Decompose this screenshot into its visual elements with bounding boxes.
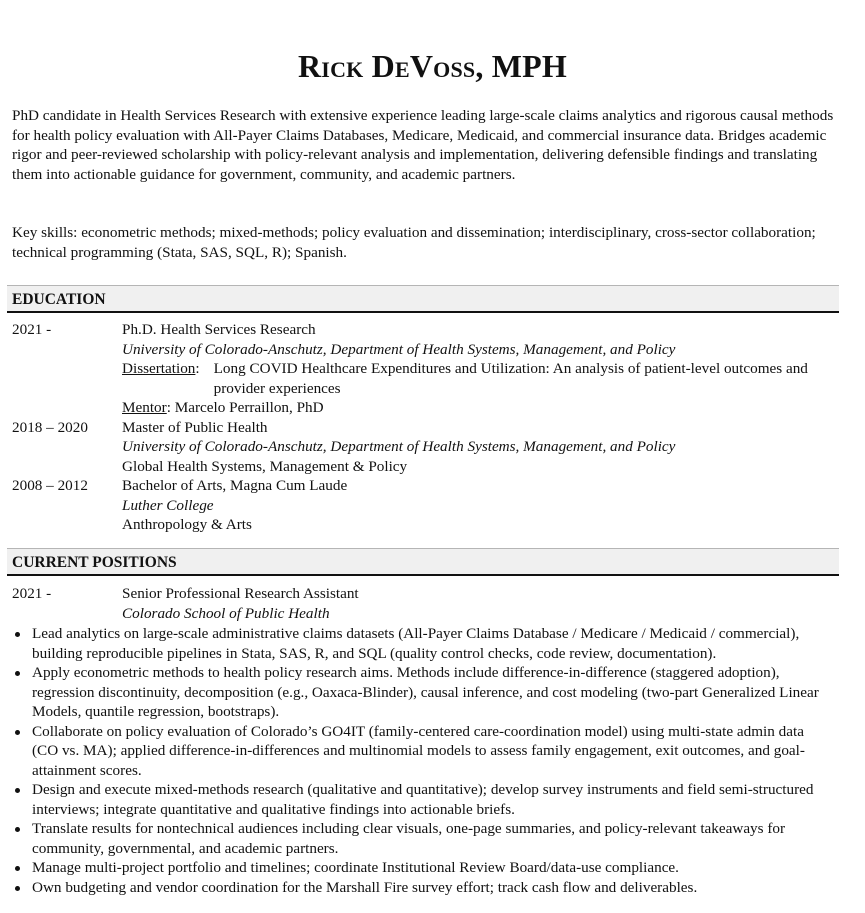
dissertation-line: Dissertation: Long COVID Healthcare Expenditures and Utilization: An analysis of patient-level outcomes and provider experiences	[122, 359, 842, 398]
education-degree: Ph.D. Health Services Research	[122, 321, 316, 338]
bullet-text: Collaborate on policy evaluation of Colorado’s GO4IT (family-centered care-coordination model) using multi-state admin data (CO vs. MA); applied difference-in-differences and multinomial models to assess family engagement, exit outcomes, and goal-attainment scores.	[32, 722, 805, 779]
bullet-icon	[15, 632, 20, 637]
position-organization: Colorado School of Public Health	[122, 604, 330, 622]
key-skills-paragraph: Key skills: econometric methods; mixed-methods; policy evaluation and dissemination; interdisciplinary, cross-sector collaboration; technical programming (Stata, SAS, SQL, R); Spanish.	[12, 224, 816, 261]
bullet-item	[12, 819, 832, 858]
education-degree: Bachelor of Arts, Magna Cum Laude	[122, 477, 348, 494]
education-list	[12, 320, 842, 535]
summary-paragraph: PhD candidate in Health Services Research with extensive experience leading large-scale claims analytics and rigorous causal methods for health policy evaluation with All-Payer Claims Databases, Medicare, Medicaid, and commercial insurance data. Bridges academic rigor and peer-reviewed scholarship with policy-relevant analysis and implementation, delivering defensible findings and translating them into actionable guidance for government, community, and academic partners.	[12, 107, 834, 183]
position-title: Senior Professional Research Assistant	[122, 585, 359, 602]
positions-section-header	[7, 548, 839, 576]
mentor-label: Mentor	[122, 399, 167, 416]
bullet-icon	[15, 827, 20, 832]
bullet-item	[12, 878, 832, 898]
bullet-icon	[15, 671, 20, 676]
position-bullets	[12, 624, 832, 897]
position-date: 2021 -	[12, 585, 52, 602]
bullet-item	[12, 722, 832, 781]
bullet-icon	[15, 788, 20, 793]
bullet-item	[12, 663, 832, 722]
education-heading: EDUCATION	[12, 291, 106, 308]
bullet-text: Manage multi-project portfolio and timelines; coordinate Institutional Review Board/data-use compliance.	[32, 859, 679, 876]
education-entry-ba	[12, 476, 842, 535]
candidate-name: Rick DeVoss, MPH	[298, 48, 567, 84]
bullet-text: Lead analytics on large-scale administrative claims datasets (All-Payer Claims Database / Medicare / Medicaid / commercial), building reproducible pipelines in Stata, SAS, R, and SQL (quality control checks, code review, documentation).	[32, 625, 800, 662]
mentor-text: : Marcelo Perraillon, PhD	[166, 399, 324, 416]
education-institution: University of Colorado-Anschutz, Department of Health Systems, Management, and Policy	[122, 438, 676, 455]
mentor-line	[122, 398, 842, 418]
bullet-text: Apply econometric methods to health policy research aims. Methods include difference-in-difference (staggered adoption), regression discontinuity, decomposition (e.g., Oaxaca-Blinder), causal inference, and cost modeling (two-part Generalized Linear Models, quantile regression, bootstraps).	[32, 664, 819, 720]
bullet-text: Design and execute mixed-methods research (qualitative and quantitative); develop survey instruments and field semi-structured interviews; integrate quantitative and qualitative findings into actionable briefs.	[32, 781, 814, 818]
education-institution: University of Colorado-Anschutz, Department of Health Systems, Management, and Policy	[122, 340, 676, 358]
bullet-item	[12, 858, 832, 878]
bullet-icon	[15, 730, 20, 735]
education-date: 2021 -	[12, 321, 52, 338]
bullet-item	[12, 780, 832, 819]
education-entry-mph	[12, 418, 842, 477]
dissertation-text: Long COVID Healthcare Expenditures and Utilization: An analysis of patient-level outcomes and provider experiences	[213, 360, 808, 397]
bullet-text: Own budgeting and vendor coordination for the Marshall Fire survey effort; track cash flow and deliverables.	[32, 878, 698, 896]
bullet-text: Translate results for nontechnical audiences including clear visuals, one-page summaries, and policy-relevant takeaways for community, governmental, and academic partners.	[32, 820, 786, 857]
education-degree: Master of Public Health	[122, 418, 268, 436]
education-institution: Luther College	[122, 496, 214, 514]
dissertation-label: Dissertation	[122, 360, 196, 377]
bullet-icon	[15, 866, 20, 871]
education-date: 2018 – 2020	[12, 418, 88, 436]
education-section-header	[7, 285, 839, 313]
education-entry-phd	[12, 320, 842, 418]
position-entry	[12, 584, 842, 623]
education-date: 2008 – 2012	[12, 477, 88, 494]
bullet-item	[12, 624, 832, 663]
education-detail: Global Health Systems, Management & Policy	[122, 457, 408, 475]
positions-list	[12, 584, 842, 623]
bullet-icon	[15, 886, 20, 891]
education-detail: Anthropology & Arts	[122, 516, 252, 533]
positions-heading: CURRENT POSITIONS	[12, 554, 177, 571]
